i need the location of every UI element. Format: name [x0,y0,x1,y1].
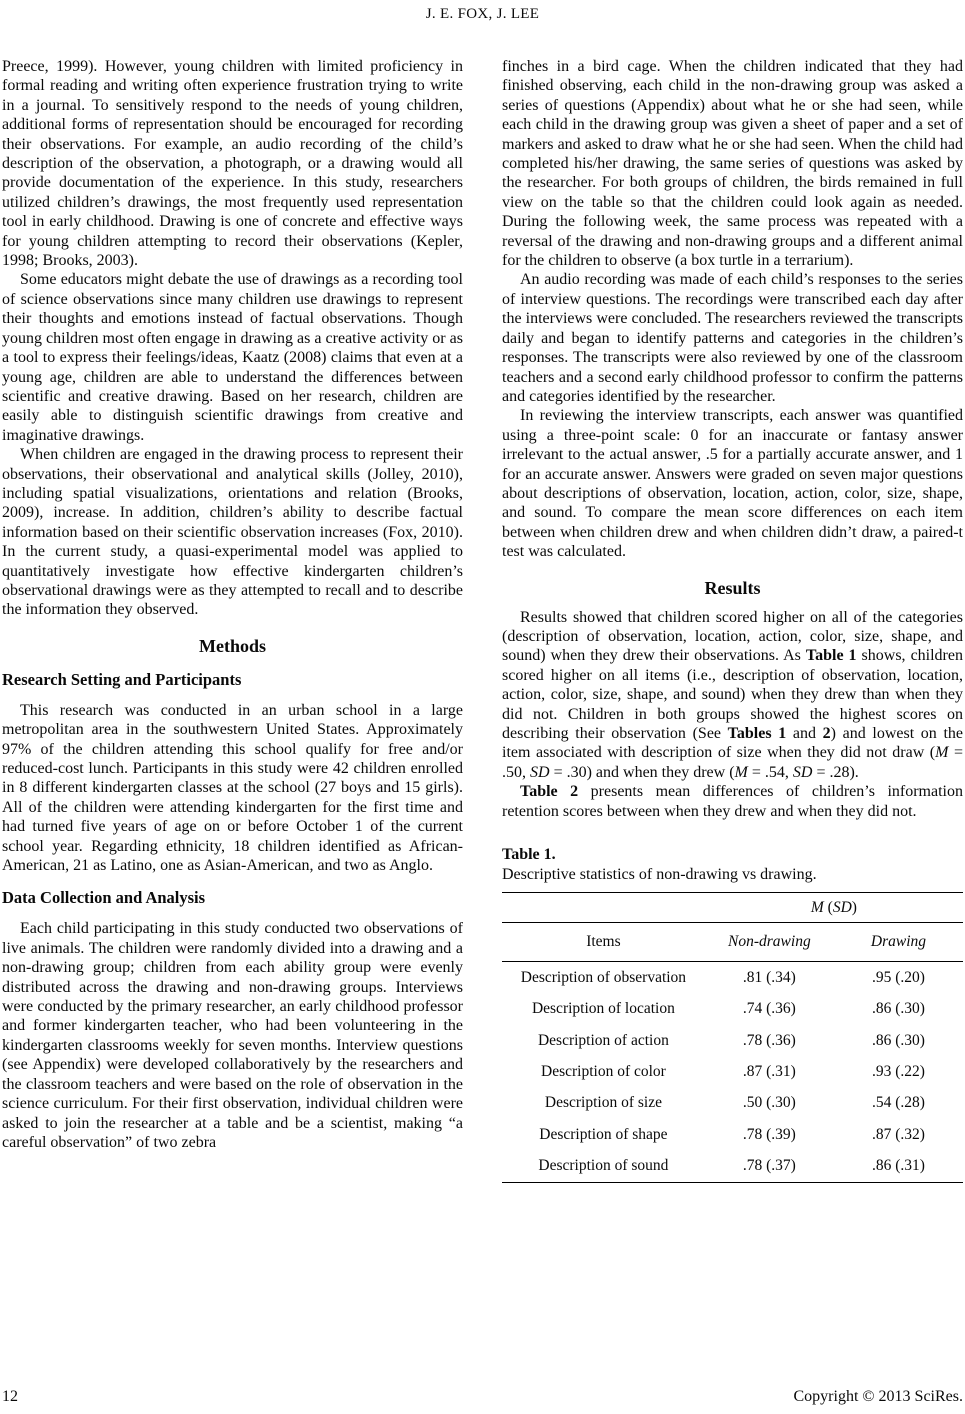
table-cell-item: Description of sound [502,1150,705,1182]
table-cell-item: Description of shape [539,1125,668,1143]
paragraph-educators-debate: Some educators might debate the use of drawings as a recording tool of science observations since many children use drawings to represent their thoughts and emotions instead of factual observations. Though young children most often engage in drawing as a creative activity or as a tool to express their feelings/ideas, Kaatz (2008) claims that even at a young age, children are able to understand the differences between scientific and creative drawing. Based on her research, children are easily able to distinguish scientific drawings from creative and imaginative drawings. [2,271,463,444]
table-cell-item: Description of observation [520,968,687,986]
table-cell-nondrawing: .78 (.39) [742,1125,796,1143]
table1-header-row [502,923,963,961]
table1-caption-label: Table 1. [502,846,556,864]
table1-caption-text: Descriptive statistics of non-drawing vs drawing. [502,866,817,884]
page-number: 12 [2,1388,18,1405]
table-cell-item: Description of location [531,1000,675,1018]
table-row [502,1025,963,1056]
paragraph-finches-continuation: finches in a bird cage. When the children indicated that they had finished observing, each child in the non-drawing group was asked a series of questions (Appendix) about what he or she had seen, while each child in the drawing group was given a sheet of paper and a set of markers and asked to draw what he or she had seen. When the child had completed his/her drawing, the same series of questions was asked by the researcher. For both groups of children, the birds remained in full view on the table so that the children could look again as needed. During the following week, the same process was repeated with a reversal of the drawing and non-drawing groups and a different animal for the children to observe (a box turtle in a terrarium). [502,58,963,270]
table1-descriptive-statistics [502,892,963,1183]
paragraph-table2-intro: Table 2 presents mean differences of children’s information retention scores between when they drew and when they did not. [502,783,963,820]
table-cell-drawing: .54 (.28) [871,1094,925,1112]
table-cell-drawing: .93 (.22) [871,1063,925,1081]
table1-spanner-row [502,893,963,923]
table-cell-nondrawing: .87 (.31) [742,1063,796,1081]
table-row [502,1150,963,1182]
table-cell-item: Description of size [544,1094,662,1112]
paragraph-three-point-scale: In reviewing the interview transcripts, each answer was quantified using a three-point scale: 0 for an inaccurate or fantasy answer irrelevant to the actual answer, .5 for a partially accurate answer, and 1 for an accurate answer. Answers were graded on seven major questions about descriptions of observation, location, action, color, size, shape, and sound. To compare the mean score differences on each item between when children drew and when children didn’t draw, a paired-t test was calculated. [502,407,963,561]
paragraph-drawing-process: When children are engaged in the drawing process to represent their observations, their observational and analytical skills (Jolley, 2010), including spatial visualizations, orientations and relation (Brooks, 2009), increase. In addition, children’s ability to describe factual information based on their scientific observation increases (Fox, 2010). In the current study, a quasi-experimental model was applied to quantitatively investigate how effective kindergarten children’s observational drawings were as they attempted to recall and to describe the information they observed. [2,446,463,619]
right-column [502,57,963,1183]
copyright: Copyright © 2013 SciRes. [793,1388,963,1405]
table1-col-items: Items [502,923,705,961]
table-row [502,1119,963,1150]
left-column [2,57,463,1152]
table1-caption [502,845,963,884]
paragraph-audio-recording: An audio recording was made of each child’s responses to the series of interview questions. The recordings were transcribed each day after the interviews were concluded. The researchers reviewed the transcripts daily and began to identify patterns and categories in the children’s responses. The transcripts were also reviewed by one of the classroom teachers and a second early childhood professor to confirm the patterns and categories identified by the researcher. [502,271,963,405]
table-cell-drawing: .95 (.20) [871,968,925,986]
table-cell-drawing: .87 (.32) [871,1125,925,1143]
subsection-heading-data-collection: Data Collection and Analysis [2,888,206,908]
table-cell-nondrawing: .78 (.36) [742,1031,796,1049]
subsection-heading-research-setting: Research Setting and Participants [2,669,242,689]
running-head: J. E. FOX, J. LEE [425,6,540,22]
table1-col-drawing: Drawing [834,923,963,961]
table-row [502,993,963,1024]
table-cell-nondrawing: .81 (.34) [742,968,796,986]
paragraph-intro-continuation: Preece, 1999). However, young children with limited proficiency in formal reading and writing often experience frustration trying to write in a journal. To sensitively respond to the needs of young children, additional forms of representation should be encouraged for recording their observations. For example, an audio recording of the child’s description of the observation, a photograph, or a drawing would all provide documentation of the experience. In this study, researchers utilized children’s drawings, the most frequently used representation tool in early childhood. Drawing is one of concrete and effective ways for young children attempting to record their observations (Kepler, 1998; Brooks, 2003). [2,58,463,270]
table-row [502,1056,963,1087]
paragraph-research-setting: This research was conducted in an urban school in a large metropolitan area in the southwestern United States. Approximately 97% of the children attending this school qualify for free and/or reduced-cost lunch. Participants in this study were 42 children enrolled in 8 different kindergarten classes at the school (27 boys and 15 girls). All of the children were attending kindergarten for the first time and had turned five years of age on or before October 1 of the current school year. Regarding ethnicity, 18 children identified as African-American, 21 as Latino, one as Asian-American, and two as Anglo. [2,701,463,875]
table1-col-nondrawing: Non-drawing [705,923,834,961]
page-footer [2,1388,963,1406]
table1-spanner-msd: M (SD) [705,893,963,923]
table-cell-nondrawing: .78 (.37) [705,1150,834,1182]
table-cell-nondrawing: .50 (.30) [742,1094,796,1112]
table-cell-item: Description of action [537,1031,669,1049]
table-cell-nondrawing: .74 (.36) [742,1000,796,1018]
table1-spanner-empty-cell [502,893,705,923]
paragraph-results-summary: Results showed that children scored higher on all of the categories (description of observation, location, action, color, size, shape, and sound) when they drew their observations. As Table 1 shows, children scored higher on all items (i.e., description of observation, location, action, color, size, shape, and sound) when they drew than when they did not. Children in both groups showed the highest scores on describing their observation (See Tables 1 and 2) and lowest on the item associated with description of size when they did not draw (M = .50, SD = .30) and when they drew (M = .54, SD = .28). [502,608,963,781]
paragraph-data-collection: Each child participating in this study conducted two observations of live animals. The children were randomly divided into a drawing and a non-drawing group; children from each ability group were evenly distributed across the drawing and non-drawing groups. Interviews were conducted by the primary researcher, an early childhood professor and former kindergarten teacher, who had been volunteering in the kindergarten classrooms weekly for seven months. Interview questions (see Appendix) were developed collaboratively by the researchers and the classroom teachers and were based on the role of observation in the science curriculum. For their first observation, individual children were asked to join the researcher at a table and be a scientist, making “a careful observation” of two zebra [2,920,463,1151]
table-cell-drawing: .86 (.30) [871,1000,925,1018]
section-heading-methods: Methods [199,635,266,656]
table-row [502,961,963,993]
table-row [502,1087,963,1118]
table-cell-item: Description of color [541,1063,666,1081]
table-cell-drawing: .86 (.31) [834,1150,963,1182]
table-cell-drawing: .86 (.30) [871,1031,925,1049]
section-heading-results: Results [704,577,761,598]
